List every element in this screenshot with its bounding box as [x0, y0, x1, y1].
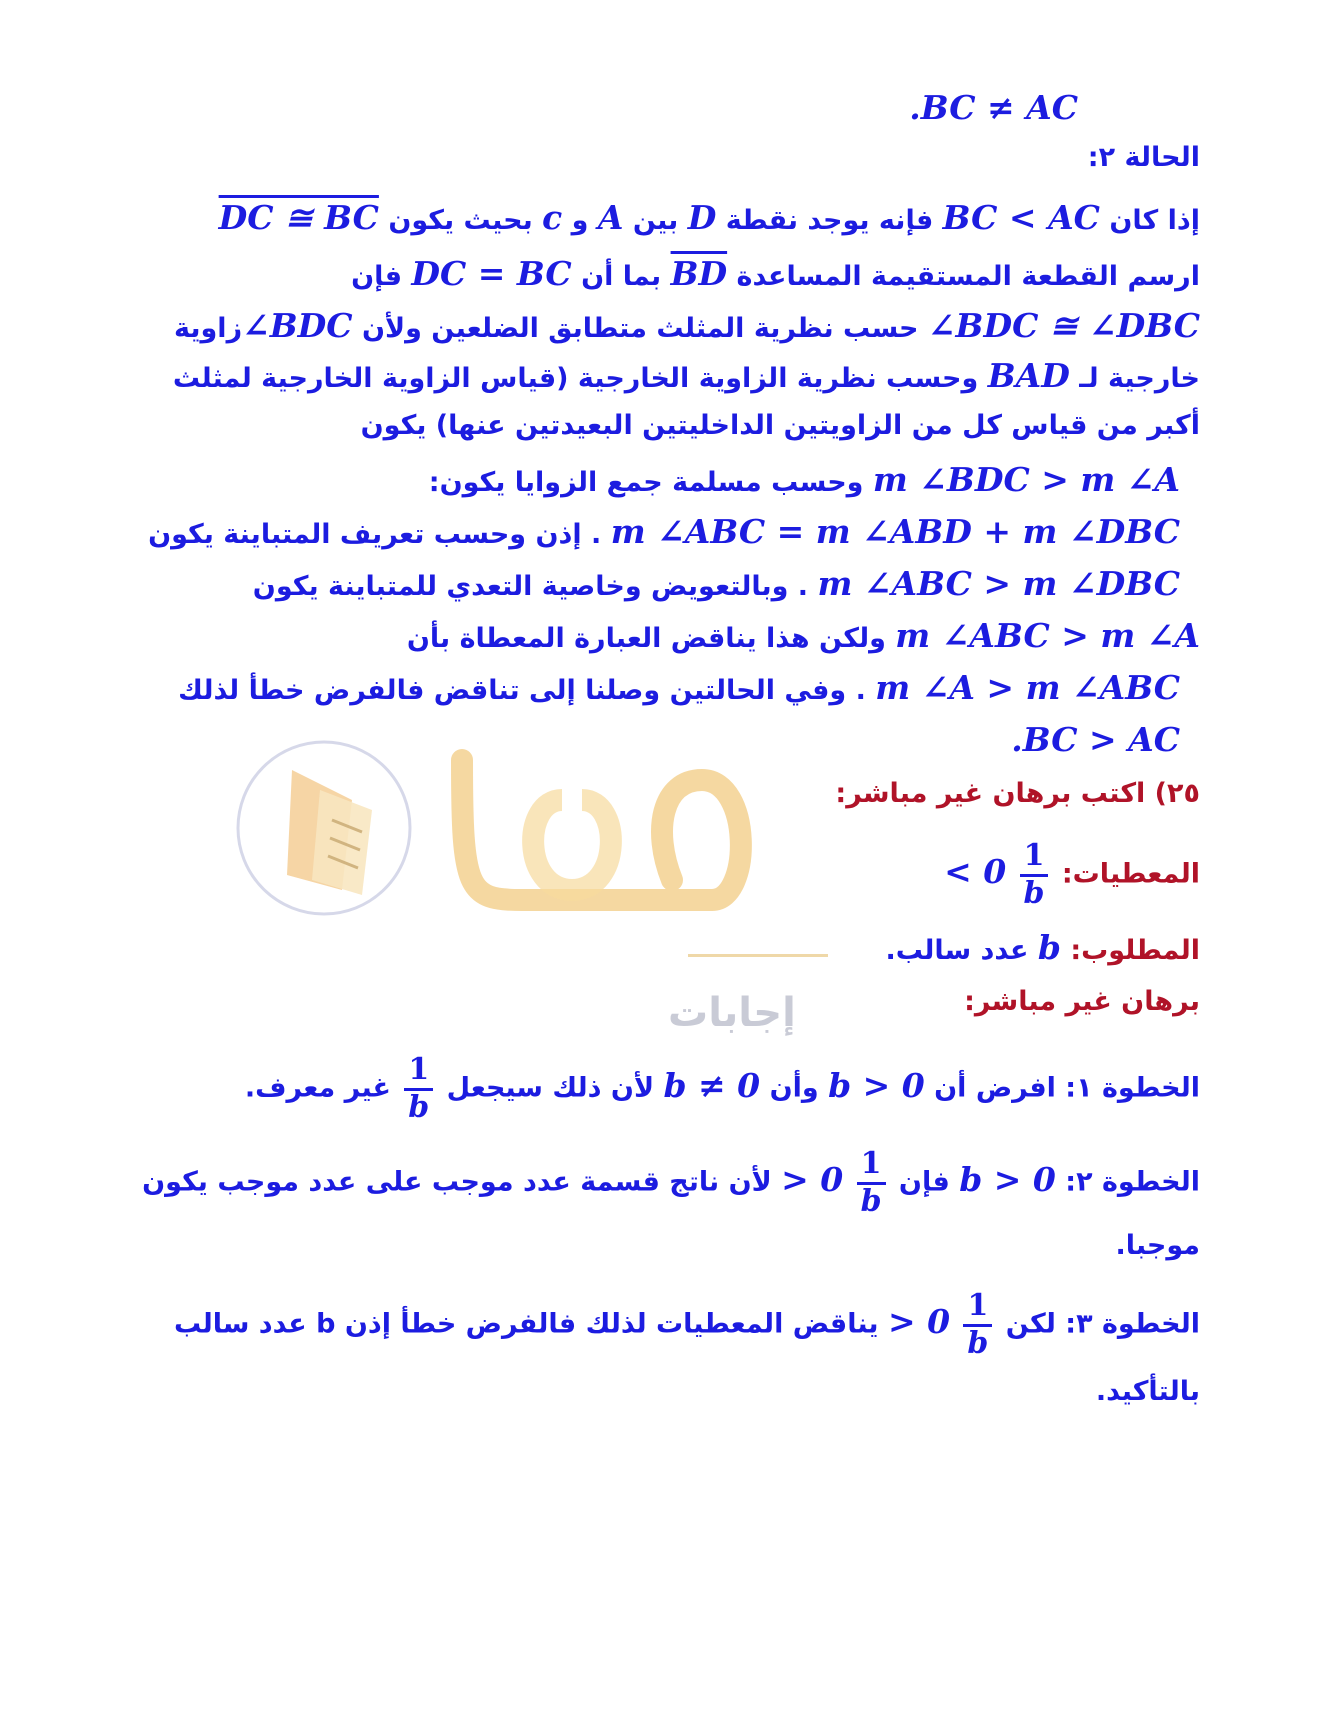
line-conclusion: .BC > AC [1011, 720, 1180, 759]
line-9: m ∠ABC = m ∠ABD + m ∠DBC . إذن وحسب تعريف المتباينة يكون [148, 512, 1180, 551]
fraction-1-over-b: $\frac{1}{b}$ [404, 1054, 433, 1124]
fraction-1-over-b: $\frac{1}{b}$ [1020, 840, 1049, 910]
line-5: ∠BDC ≅ ∠DBC حسب نظرية المثلث متطابق الضلعين ولأن ∠BDCزاوية [174, 306, 1200, 345]
case-2-heading: الحالة ٢: [1087, 142, 1200, 173]
line-7: أكبر من قياس كل من الزاويتين الداخليتين البعيدتين عنها) يكون [360, 410, 1200, 441]
line-8: m ∠BDC > m ∠A وحسب مسلمة جمع الزوايا يكون: [428, 460, 1180, 499]
watermark-underline [688, 954, 828, 957]
q25-step-2: الخطوة ٢: b > 0 فإن $\frac{1}{b}$ > 0 لأن ناتج قسمة عدد موجب على عدد موجب يكون [142, 1146, 1200, 1219]
q25-step-3: الخطوة ٣: لكن $\frac{1}{b}$ > 0 يناقض المعطيات لذلك فالفرض خطأ إذن b عدد سالب [173, 1288, 1200, 1361]
watermark-logo [232, 740, 832, 1000]
q25-required: المطلوب: b عدد سالب. [885, 928, 1200, 967]
fraction-1-over-b: $\frac{1}{b}$ [857, 1148, 886, 1218]
fraction-1-over-b: $\frac{1}{b}$ [963, 1290, 992, 1360]
line-4: ارسم القطعة المستقيمة المساعدة $\overline{BD}$ بما أن DC = BC فإن [351, 254, 1200, 293]
q25-step-2-cont: موجبا. [1115, 1230, 1200, 1261]
line-11: m ∠ABC > m ∠A ولكن هذا يناقض العبارة المعطاة بأن [406, 616, 1200, 655]
q25-given: المعطيات: $\frac{1}{b}$ < 0 [944, 838, 1200, 911]
line-3: إذا كان BC < AC فإنه يوجد نقطة D بين A و c بحيث يكون DC ≅ BC [218, 198, 1200, 237]
line-10: m ∠ABC > m ∠DBC . وبالتعويض وخاصية التعدي للمتباينة يكون [252, 564, 1180, 603]
q25-step-1: الخطوة ١: افرض أن b > 0 وأن b ≠ 0 لأن ذلك سيجعل $\frac{1}{b}$ غير معرف. [244, 1052, 1200, 1125]
line-bc-neq-ac: .BC ≠ AC [909, 88, 1078, 127]
q25-step-3-cont: بالتأكيد. [1095, 1376, 1200, 1407]
line-6: خارجية لـ BAD وحسب نظرية الزاوية الخارجية (قياس الزاوية الخارجية لمثلث [172, 356, 1200, 395]
q25-title: ٢٥) اكتب برهان غير مباشر: [835, 778, 1200, 809]
line-12: m ∠A > m ∠ABC . وفي الحالتين وصلنا إلى تناقض فالفرض خطأ لذلك [178, 668, 1180, 707]
q25-proof-label: برهان غير مباشر: [964, 986, 1200, 1017]
watermark-caption: إجابات [668, 990, 796, 1036]
